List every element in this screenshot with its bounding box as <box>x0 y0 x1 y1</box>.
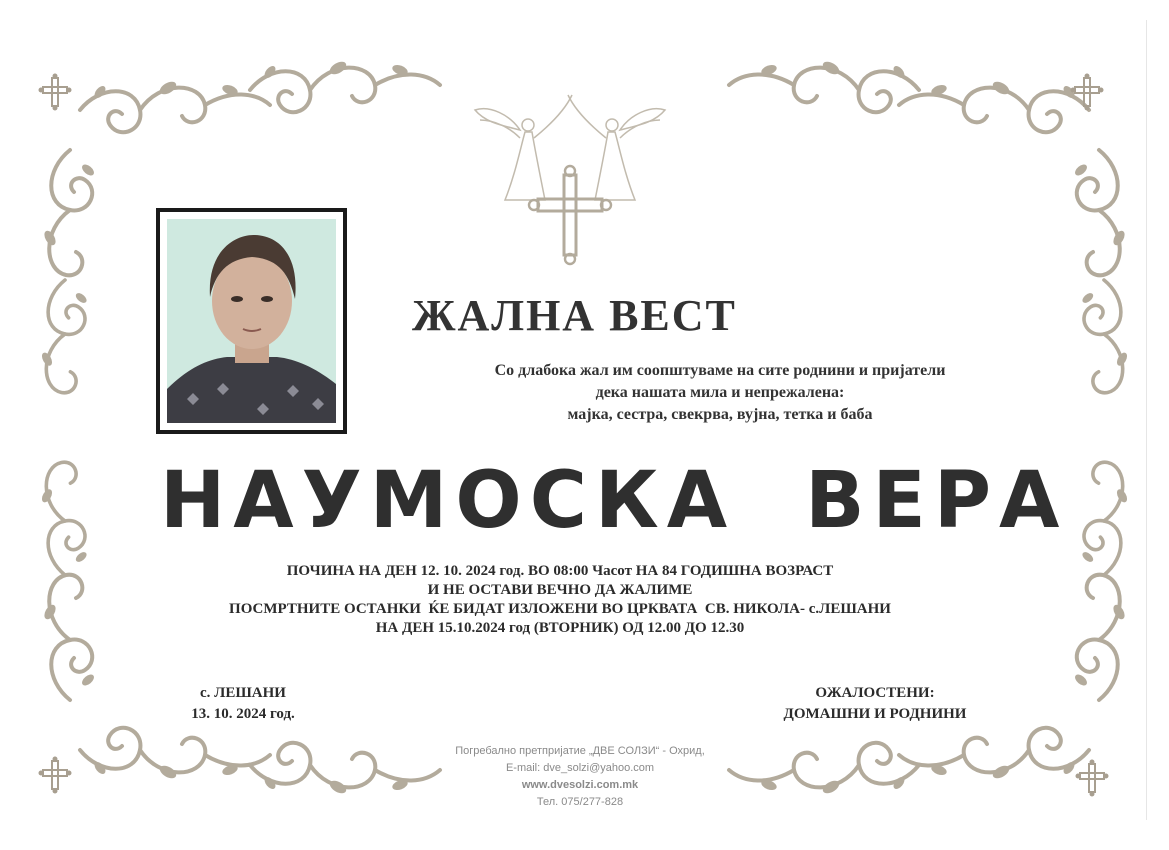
mourners: ДОМАШНИ И РОДНИНИ <box>783 706 967 722</box>
company-website: www.dvesolzi.com.mk <box>521 779 639 791</box>
surname: НАУМОСКА <box>160 456 736 546</box>
notice-title: ЖАЛНА ВЕСТ <box>412 291 737 340</box>
ornament-top-right <box>729 59 1129 393</box>
intro-line: Со длабока жал им соопштуваме на сите роднини и пријатели <box>494 362 946 379</box>
portrait-frame <box>156 208 347 434</box>
deceased-name <box>160 456 1068 546</box>
angels-with-cross-ornament <box>475 95 665 264</box>
company-phone: Тел. 075/277-828 <box>536 796 624 808</box>
company-name: Погребално претпријатие „ДВЕ СОЛЗИ“ - Охрид, <box>455 745 705 757</box>
place-and-date <box>168 683 318 725</box>
orthodox-cross-icon <box>39 74 72 111</box>
scan-edge-line <box>1146 20 1147 820</box>
intro-line: мајка, сестра, свекрва, вујна, тетка и баба <box>567 406 873 423</box>
detail-line: ПОЧИНА НА ДЕН 12. 10. 2024 год. ВО 08:00 Часот НА 84 ГОДИШНА ВОЗРАСТ <box>286 563 834 579</box>
orthodox-cross-icon <box>39 757 72 794</box>
portrait-photo <box>167 219 336 423</box>
date: 13. 10. 2024 год. <box>191 706 295 722</box>
mourners-label: ОЖАЛОСТЕНИ: <box>815 685 935 701</box>
funeral-company-info <box>400 743 760 811</box>
intro-text <box>420 360 1020 426</box>
mourners-block <box>750 683 1000 725</box>
first-name: ВЕРА <box>805 456 1068 546</box>
intro-line: дека нашата мила и непрежалена: <box>595 384 845 401</box>
angel-icon <box>475 95 572 200</box>
angel-icon <box>568 95 665 200</box>
detail-line: НА ДЕН 15.10.2024 год (ВТОРНИК) ОД 12.00 ДО 12.30 <box>375 620 745 636</box>
orthodox-cross-icon <box>1076 760 1109 797</box>
funeral-details <box>160 562 960 638</box>
detail-line: ПОСМРТНИТЕ ОСТАНКИ ЌЕ БИДАТ ИЗЛОЖЕНИ ВО ЦРКВАТА СВ. НИКОЛА- с.ЛЕШАНИ <box>229 601 891 617</box>
detail-line: И НЕ ОСТАВИ ВЕЧНО ДА ЖАЛИМЕ <box>427 582 693 598</box>
company-email: E-mail: dve_solzi@yahoo.com <box>505 762 655 774</box>
place: с. ЛЕШАНИ <box>200 685 286 701</box>
